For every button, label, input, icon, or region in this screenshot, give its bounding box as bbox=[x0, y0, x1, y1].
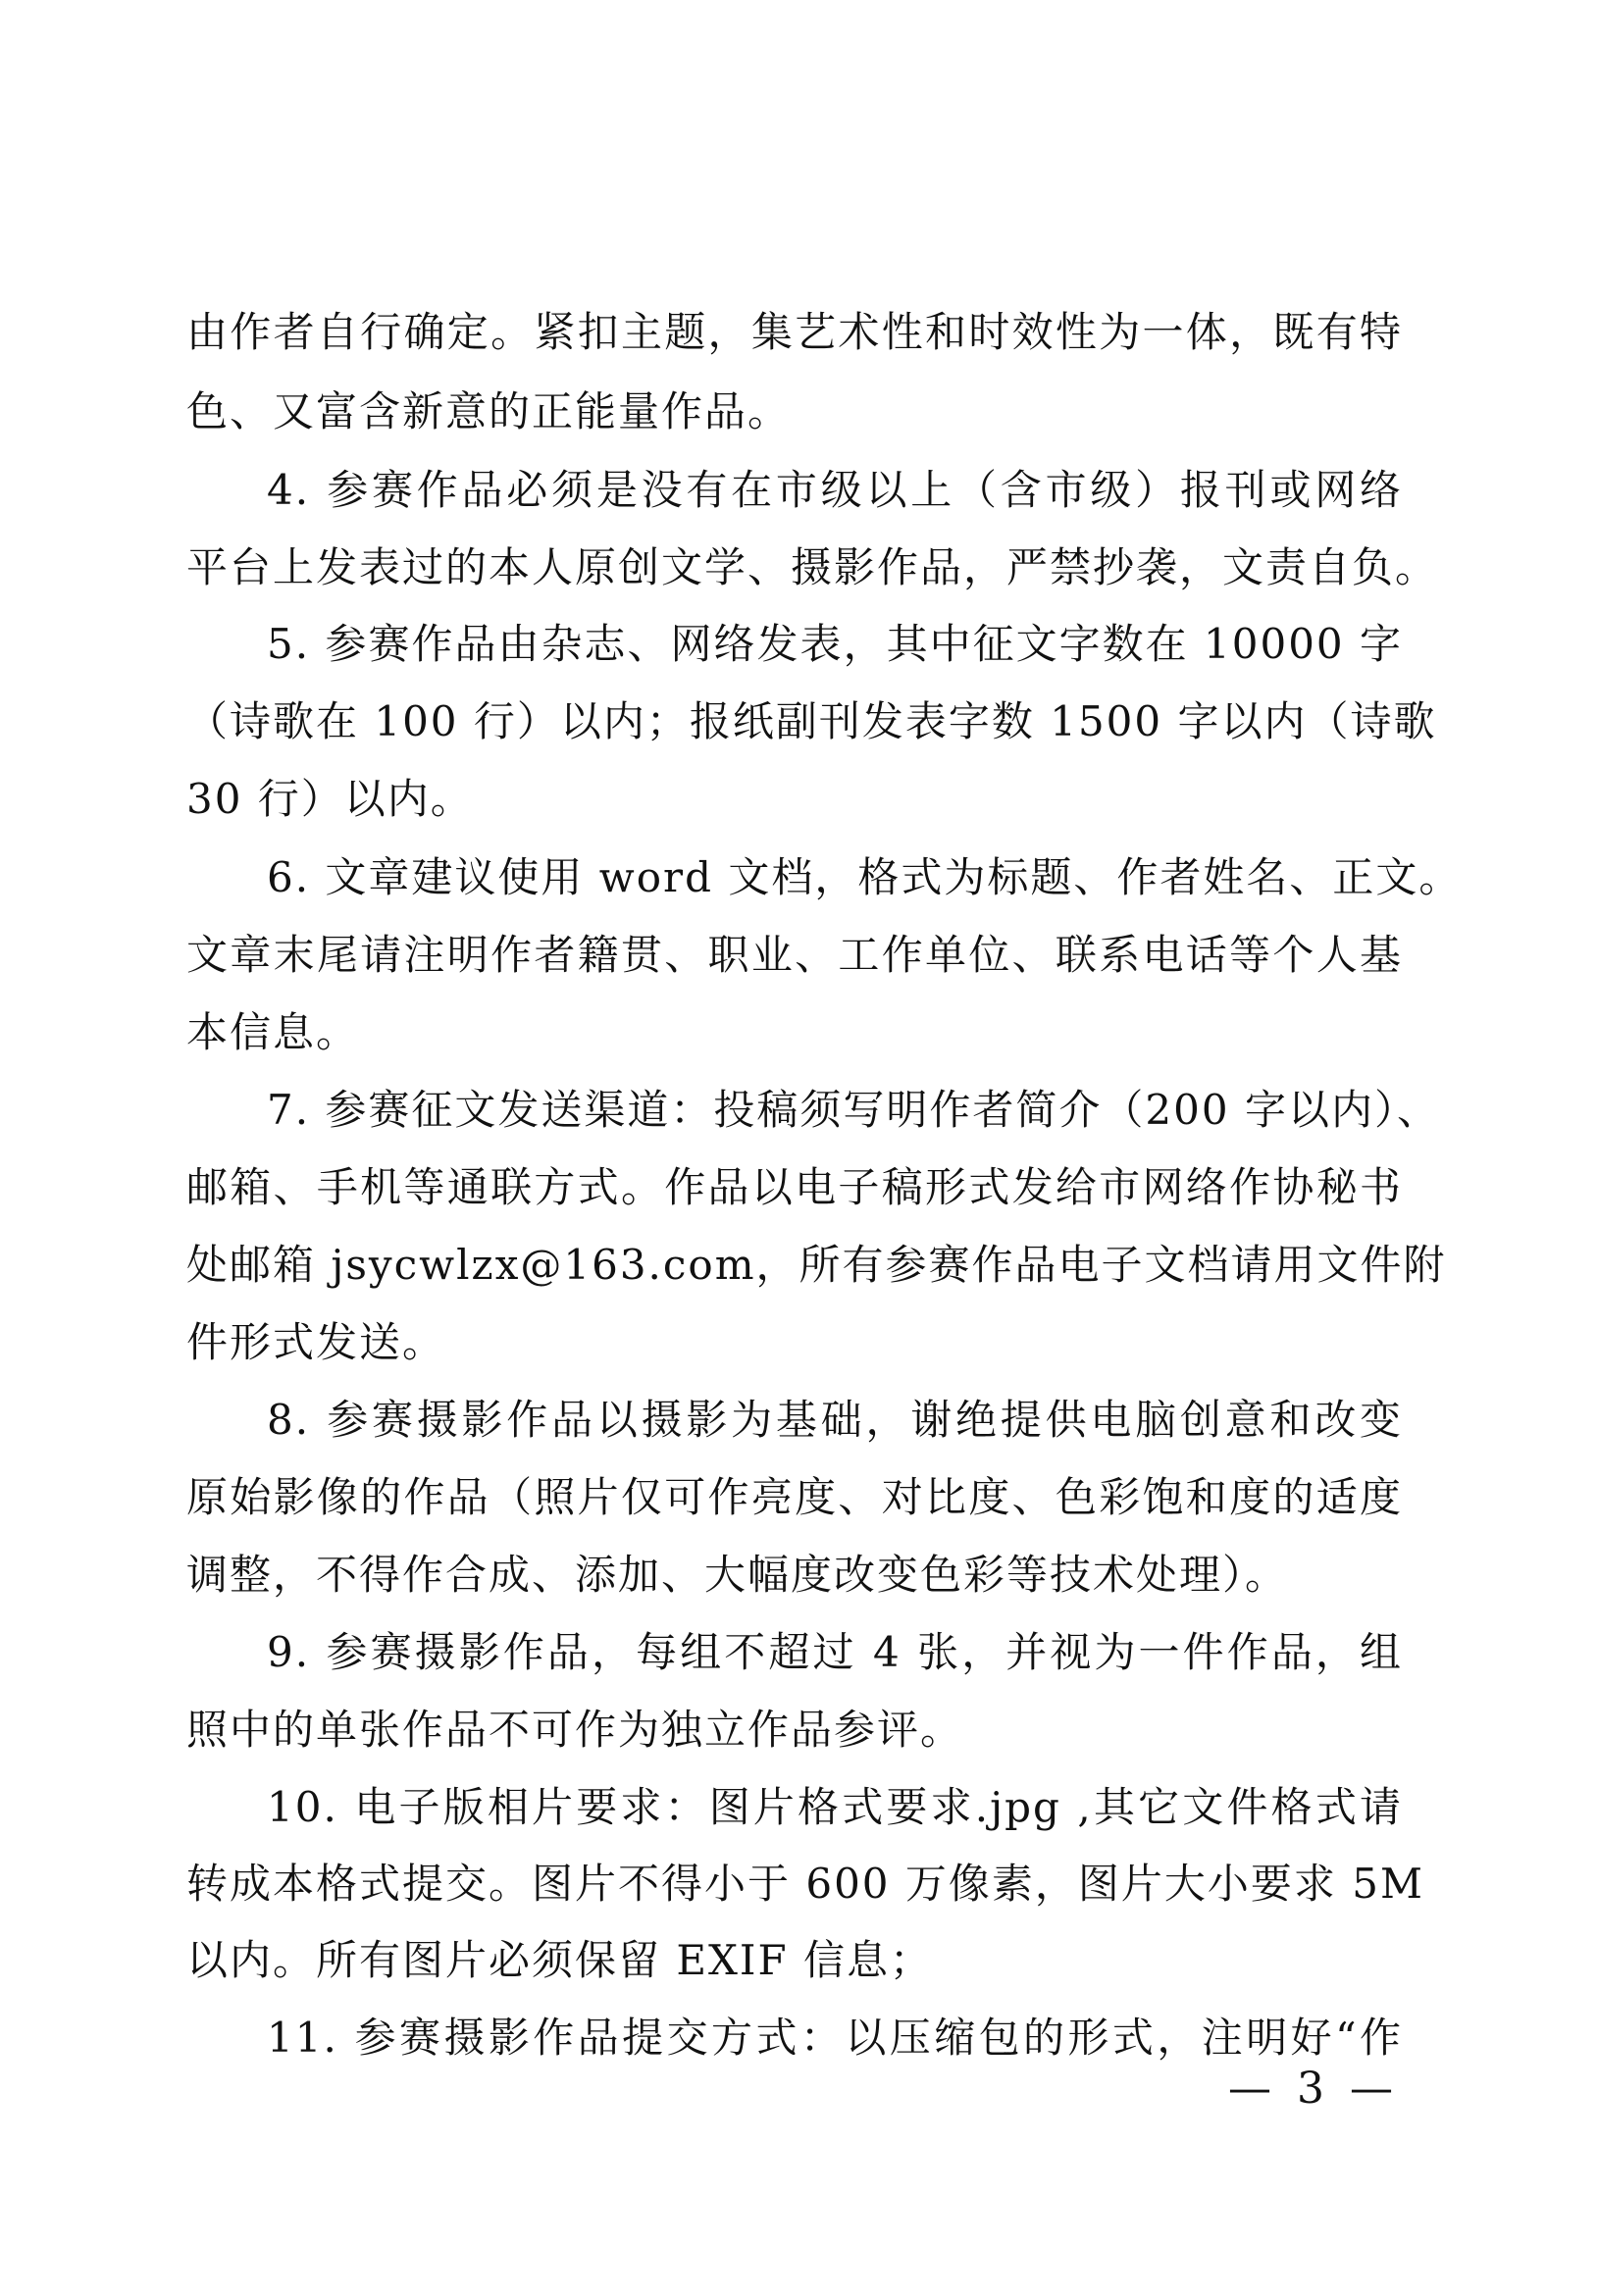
page-number: — 3 — bbox=[1228, 2064, 1399, 2114]
item-6-line-2: 文章末尾请注明作者籍贯、职业、工作单位、联系电话等个人基 bbox=[186, 931, 1403, 979]
item-10-line-2: 转成本格式提交。图片不得小于 600 万像素，图片大小要求 5M bbox=[186, 1860, 1424, 1908]
item-5-line-1: 5. 参赛作品由杂志、网络发表，其中征文字数在 10000 字 bbox=[267, 620, 1403, 668]
item-5-line-2: （诗歌在 100 行）以内；报纸副刊发表字数 1500 字以内（诗歌 bbox=[186, 697, 1437, 745]
item-10-line-3: 以内。所有图片必须保留 EXIF 信息； bbox=[186, 1936, 933, 1984]
item-8-line-1: 8. 参赛摄影作品以摄影为基础，谢绝提供电脑创意和改变 bbox=[267, 1396, 1403, 1444]
item-9-line-1: 9. 参赛摄影作品，每组不超过 4 张，并视为一件作品，组 bbox=[267, 1628, 1403, 1676]
item-6-line-1: 6. 文章建议使用 word 文档，格式为标题、作者姓名、正文。 bbox=[267, 853, 1463, 901]
item-6-line-3: 本信息。 bbox=[186, 1008, 360, 1056]
paragraph-line: 由作者自行确定。紧扣主题，集艺术性和时效性为一体，既有特 bbox=[186, 308, 1403, 356]
item-8-line-2: 原始影像的作品（照片仅可作亮度、对比度、色彩饱和度的适度 bbox=[186, 1473, 1403, 1521]
item-8-line-3: 调整，不得作合成、添加、大幅度改变色彩等技术处理）。 bbox=[186, 1551, 1289, 1599]
item-10-line-1: 10. 电子版相片要求：图片格式要求.jpg ,其它文件格式请 bbox=[267, 1783, 1403, 1831]
item-11-line-1: 11. 参赛摄影作品提交方式：以压缩包的形式，注明好“作 bbox=[267, 2014, 1403, 2062]
item-7-line-3: 处邮箱 jsycwlzx@163.com，所有参赛作品电子文档请用文件附 bbox=[186, 1241, 1447, 1289]
item-5-line-3: 30 行）以内。 bbox=[186, 775, 474, 823]
item-7-line-2: 邮箱、手机等通联方式。作品以电子稿形式发给市网络作协秘书 bbox=[186, 1163, 1403, 1211]
paragraph-line: 色、又富含新意的正能量作品。 bbox=[186, 387, 792, 435]
item-7-line-4: 件形式发送。 bbox=[186, 1318, 446, 1366]
item-7-line-1: 7. 参赛征文发送渠道：投稿须写明作者简介（200 字以内）、 bbox=[267, 1086, 1440, 1134]
item-4-line-2: 平台上发表过的本人原创文学、摄影作品，严禁抄袭，文责自负。 bbox=[186, 543, 1439, 591]
item-4-line-1: 4. 参赛作品必须是没有在市级以上（含市级）报刊或网络 bbox=[267, 466, 1403, 514]
item-9-line-2: 照中的单张作品不可作为独立作品参评。 bbox=[186, 1706, 964, 1754]
